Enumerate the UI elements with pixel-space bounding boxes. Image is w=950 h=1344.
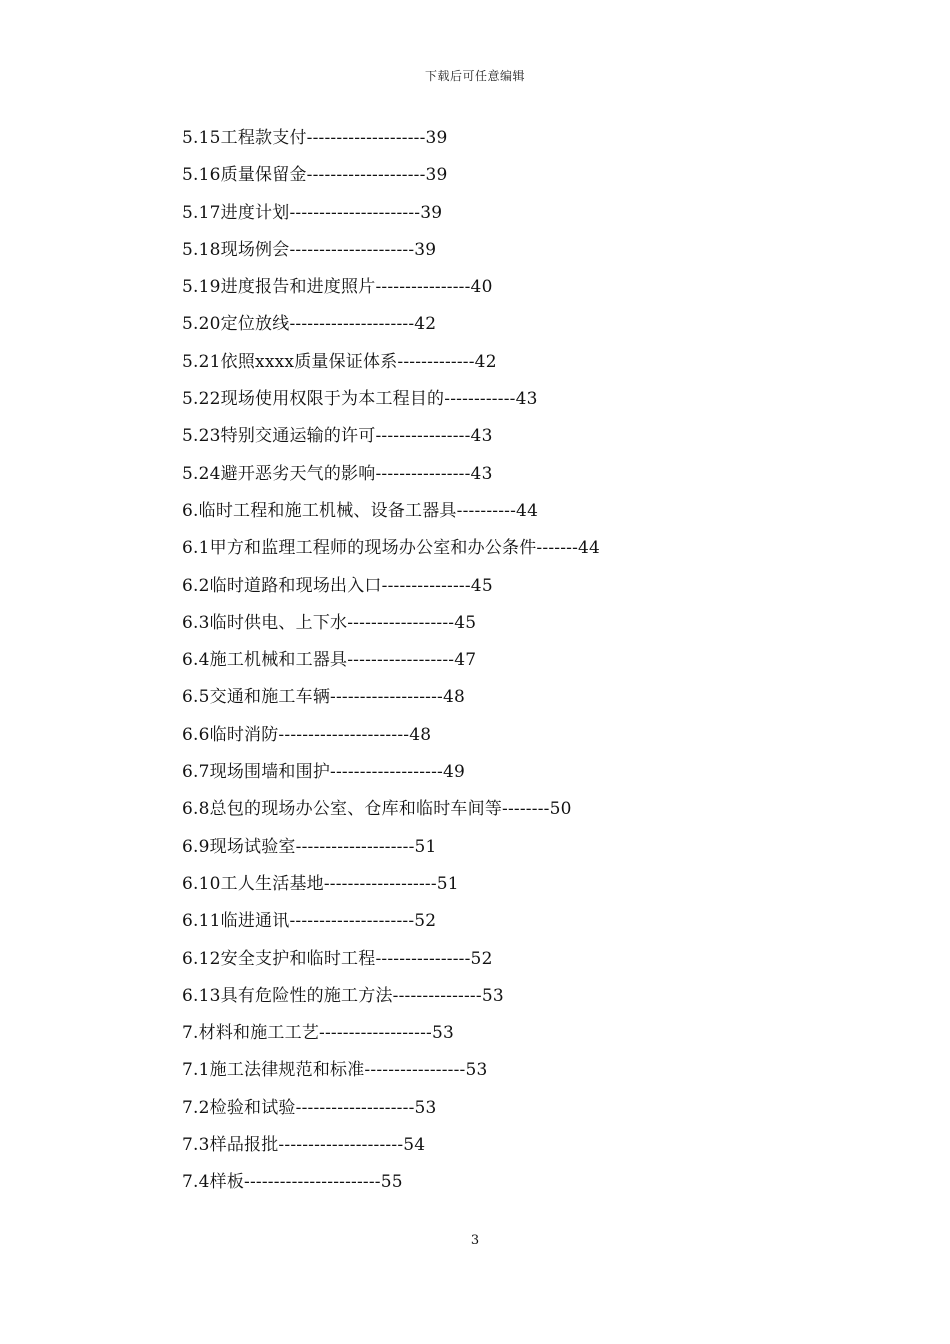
toc-entry[interactable]: 7.材料和施工工艺-------------------53 (182, 1023, 454, 1044)
toc-entry[interactable]: 5.22现场使用权限于为本工程目的------------43 (182, 389, 538, 410)
toc-entry[interactable]: 7.4样板-----------------------55 (182, 1172, 403, 1193)
toc-entry[interactable]: 7.2检验和试验--------------------53 (182, 1097, 437, 1118)
page-header: 下载后可任意编辑 (424, 69, 525, 83)
toc-entry[interactable]: 6.3临时供电、上下水------------------45 (182, 612, 477, 633)
toc-entry[interactable]: 5.20定位放线---------------------42 (182, 314, 437, 335)
toc-entry[interactable]: 5.16质量保留金--------------------39 (182, 165, 448, 186)
toc-entry[interactable]: 5.17进度计划----------------------39 (182, 202, 443, 223)
table-of-contents (182, 124, 882, 1206)
toc-entry[interactable]: 6.7现场围墙和围护-------------------49 (182, 762, 466, 783)
toc-entry[interactable]: 5.23特别交通运输的许可----------------43 (182, 426, 493, 447)
page-number: 3 (470, 1233, 480, 1248)
toc-entry[interactable]: 7.3样品报批---------------------54 (182, 1135, 426, 1156)
toc-entry[interactable]: 6.12安全支护和临时工程----------------52 (182, 948, 493, 969)
toc-entry[interactable]: 7.1施工法律规范和标准-----------------53 (182, 1060, 488, 1081)
toc-entry[interactable]: 6.临时工程和施工机械、设备工器具----------44 (182, 500, 539, 521)
toc-entry[interactable]: 5.24避开恶劣天气的影响----------------43 (182, 463, 493, 484)
toc-entry[interactable]: 6.4施工机械和工器具------------------47 (182, 650, 477, 671)
toc-entry[interactable]: 6.6临时消防----------------------48 (182, 724, 432, 745)
toc-entry[interactable]: 6.5交通和施工车辆-------------------48 (182, 687, 466, 708)
toc-entry[interactable]: 6.2临时道路和现场出入口---------------45 (182, 575, 493, 596)
toc-entry[interactable]: 6.9现场试验室--------------------51 (182, 836, 437, 857)
toc-entry[interactable]: 6.8总包的现场办公室、仓库和临时车间等--------50 (182, 799, 572, 820)
toc-entry[interactable]: 5.19进度报告和进度照片----------------40 (182, 277, 493, 298)
toc-entry[interactable]: 6.10工人生活基地-------------------51 (182, 873, 459, 894)
toc-entry[interactable]: 5.18现场例会---------------------39 (182, 239, 437, 260)
toc-entry[interactable]: 6.13具有危险性的施工方法---------------53 (182, 985, 504, 1006)
toc-entry[interactable]: 6.1甲方和监理工程师的现场办公室和办公条件-------44 (182, 538, 601, 559)
toc-entry[interactable]: 5.21依照xxxx质量保证体系-------------42 (182, 351, 497, 372)
toc-entry[interactable]: 6.11临进通讯---------------------52 (182, 911, 437, 932)
toc-entry[interactable]: 5.15工程款支付--------------------39 (182, 128, 448, 148)
